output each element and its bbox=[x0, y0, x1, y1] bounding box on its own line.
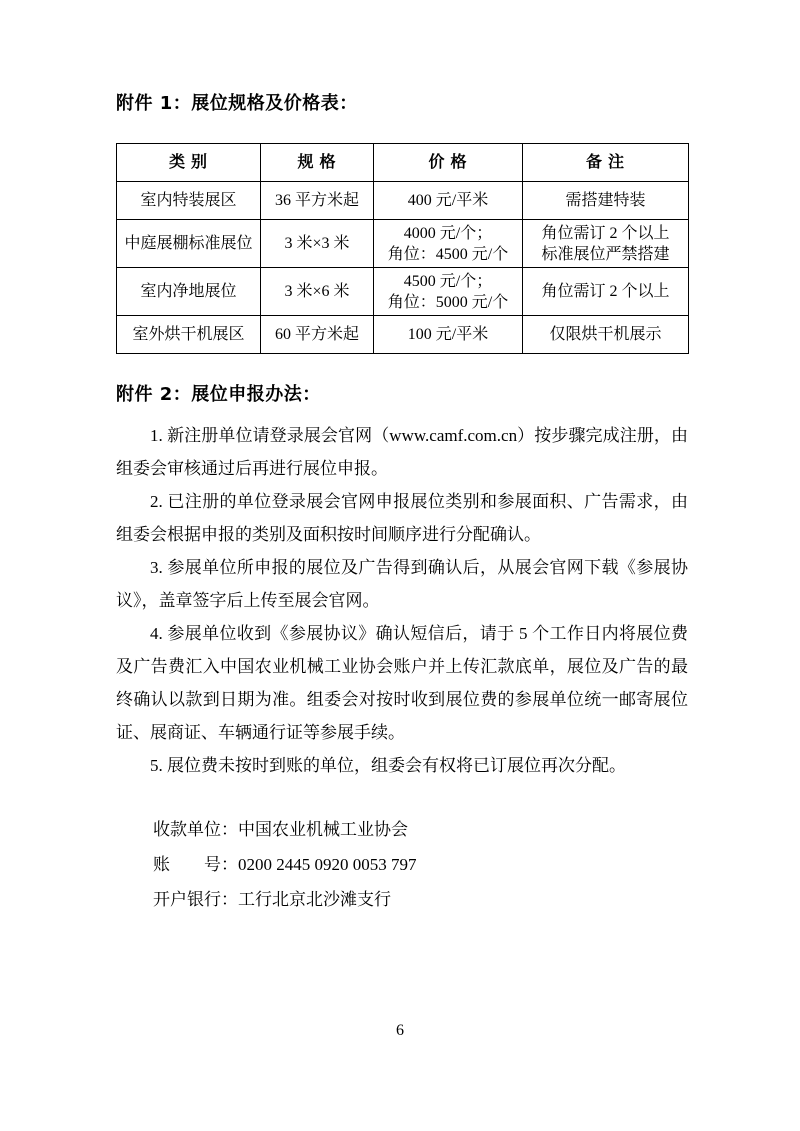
table-row bbox=[117, 316, 689, 354]
account-number-line: 账 号：0200 2445 0920 0053 797 bbox=[153, 855, 417, 874]
procedure-item-4: 4. 参展单位收到《参展协议》确认短信后，请于 5 个工作日内将展位费及广告费汇入中国农业机械工业协会账户并上传汇款底单，展位及广告的最终确认以款到日期为准。组委会对按时收到展位费的参展单位统一邮寄展位证、展商证、车辆通行证等参展手续。 bbox=[116, 624, 688, 742]
cell-category: 中庭展棚标准展位 bbox=[117, 220, 261, 268]
header-price: 价 格 bbox=[374, 144, 523, 182]
page-content bbox=[116, 0, 688, 917]
cell-price: 400 元/平米 bbox=[374, 182, 523, 220]
cell-category: 室外烘干机展区 bbox=[117, 316, 261, 354]
payment-info bbox=[116, 812, 688, 917]
cell-price: 100 元/平米 bbox=[374, 316, 523, 354]
page-number: 6 bbox=[396, 1022, 404, 1039]
cell-note: 仅限烘干机展示 bbox=[523, 316, 689, 354]
table-row bbox=[117, 268, 689, 316]
table-row bbox=[117, 220, 689, 268]
cell-spec: 3 米×6 米 bbox=[261, 268, 374, 316]
cell-category: 室内净地展位 bbox=[117, 268, 261, 316]
cell-spec: 36 平方米起 bbox=[261, 182, 374, 220]
header-category: 类 别 bbox=[117, 144, 261, 182]
table-header-row bbox=[117, 144, 689, 182]
cell-spec: 60 平方米起 bbox=[261, 316, 374, 354]
procedure-item-1: 1. 新注册单位请登录展会官网（www.camf.com.cn）按步骤完成注册，由组委会审核通过后再进行展位申报。 bbox=[116, 426, 688, 478]
cell-note: 角位需订 2 个以上 bbox=[523, 268, 689, 316]
payee-line: 收款单位：中国农业机械工业协会 bbox=[153, 820, 408, 839]
procedure-item-5: 5. 展位费未按时到账的单位，组委会有权将已订展位再次分配。 bbox=[150, 756, 626, 775]
cell-price: 4000 元/个； 角位：4500 元/个 bbox=[374, 220, 523, 268]
procedure-item-2: 2. 已注册的单位登录展会官网申报展位类别和参展面积、广告需求，由组委会根据申报的类别及面积按时间顺序进行分配确认。 bbox=[116, 492, 688, 544]
booth-price-table bbox=[116, 143, 689, 354]
attachment1-title: 附件 1：展位规格及价格表： bbox=[116, 93, 358, 114]
table-row bbox=[117, 182, 689, 220]
cell-note: 需搭建特装 bbox=[523, 182, 689, 220]
procedure-item-3: 3. 参展单位所申报的展位及广告得到确认后，从展会官网下载《参展协议》，盖章签字后上传至展会官网。 bbox=[116, 558, 688, 610]
cell-spec: 3 米×3 米 bbox=[261, 220, 374, 268]
header-note: 备 注 bbox=[523, 144, 689, 182]
cell-category: 室内特装展区 bbox=[117, 182, 261, 220]
header-spec: 规 格 bbox=[261, 144, 374, 182]
cell-price: 4500 元/个； 角位：5000 元/个 bbox=[374, 268, 523, 316]
procedure-paragraphs bbox=[116, 419, 688, 782]
attachment2-title: 附件 2：展位申报办法： bbox=[116, 384, 321, 405]
cell-note: 角位需订 2 个以上 标准展位严禁搭建 bbox=[523, 220, 689, 268]
bank-line: 开户银行：工行北京北沙滩支行 bbox=[153, 890, 391, 909]
